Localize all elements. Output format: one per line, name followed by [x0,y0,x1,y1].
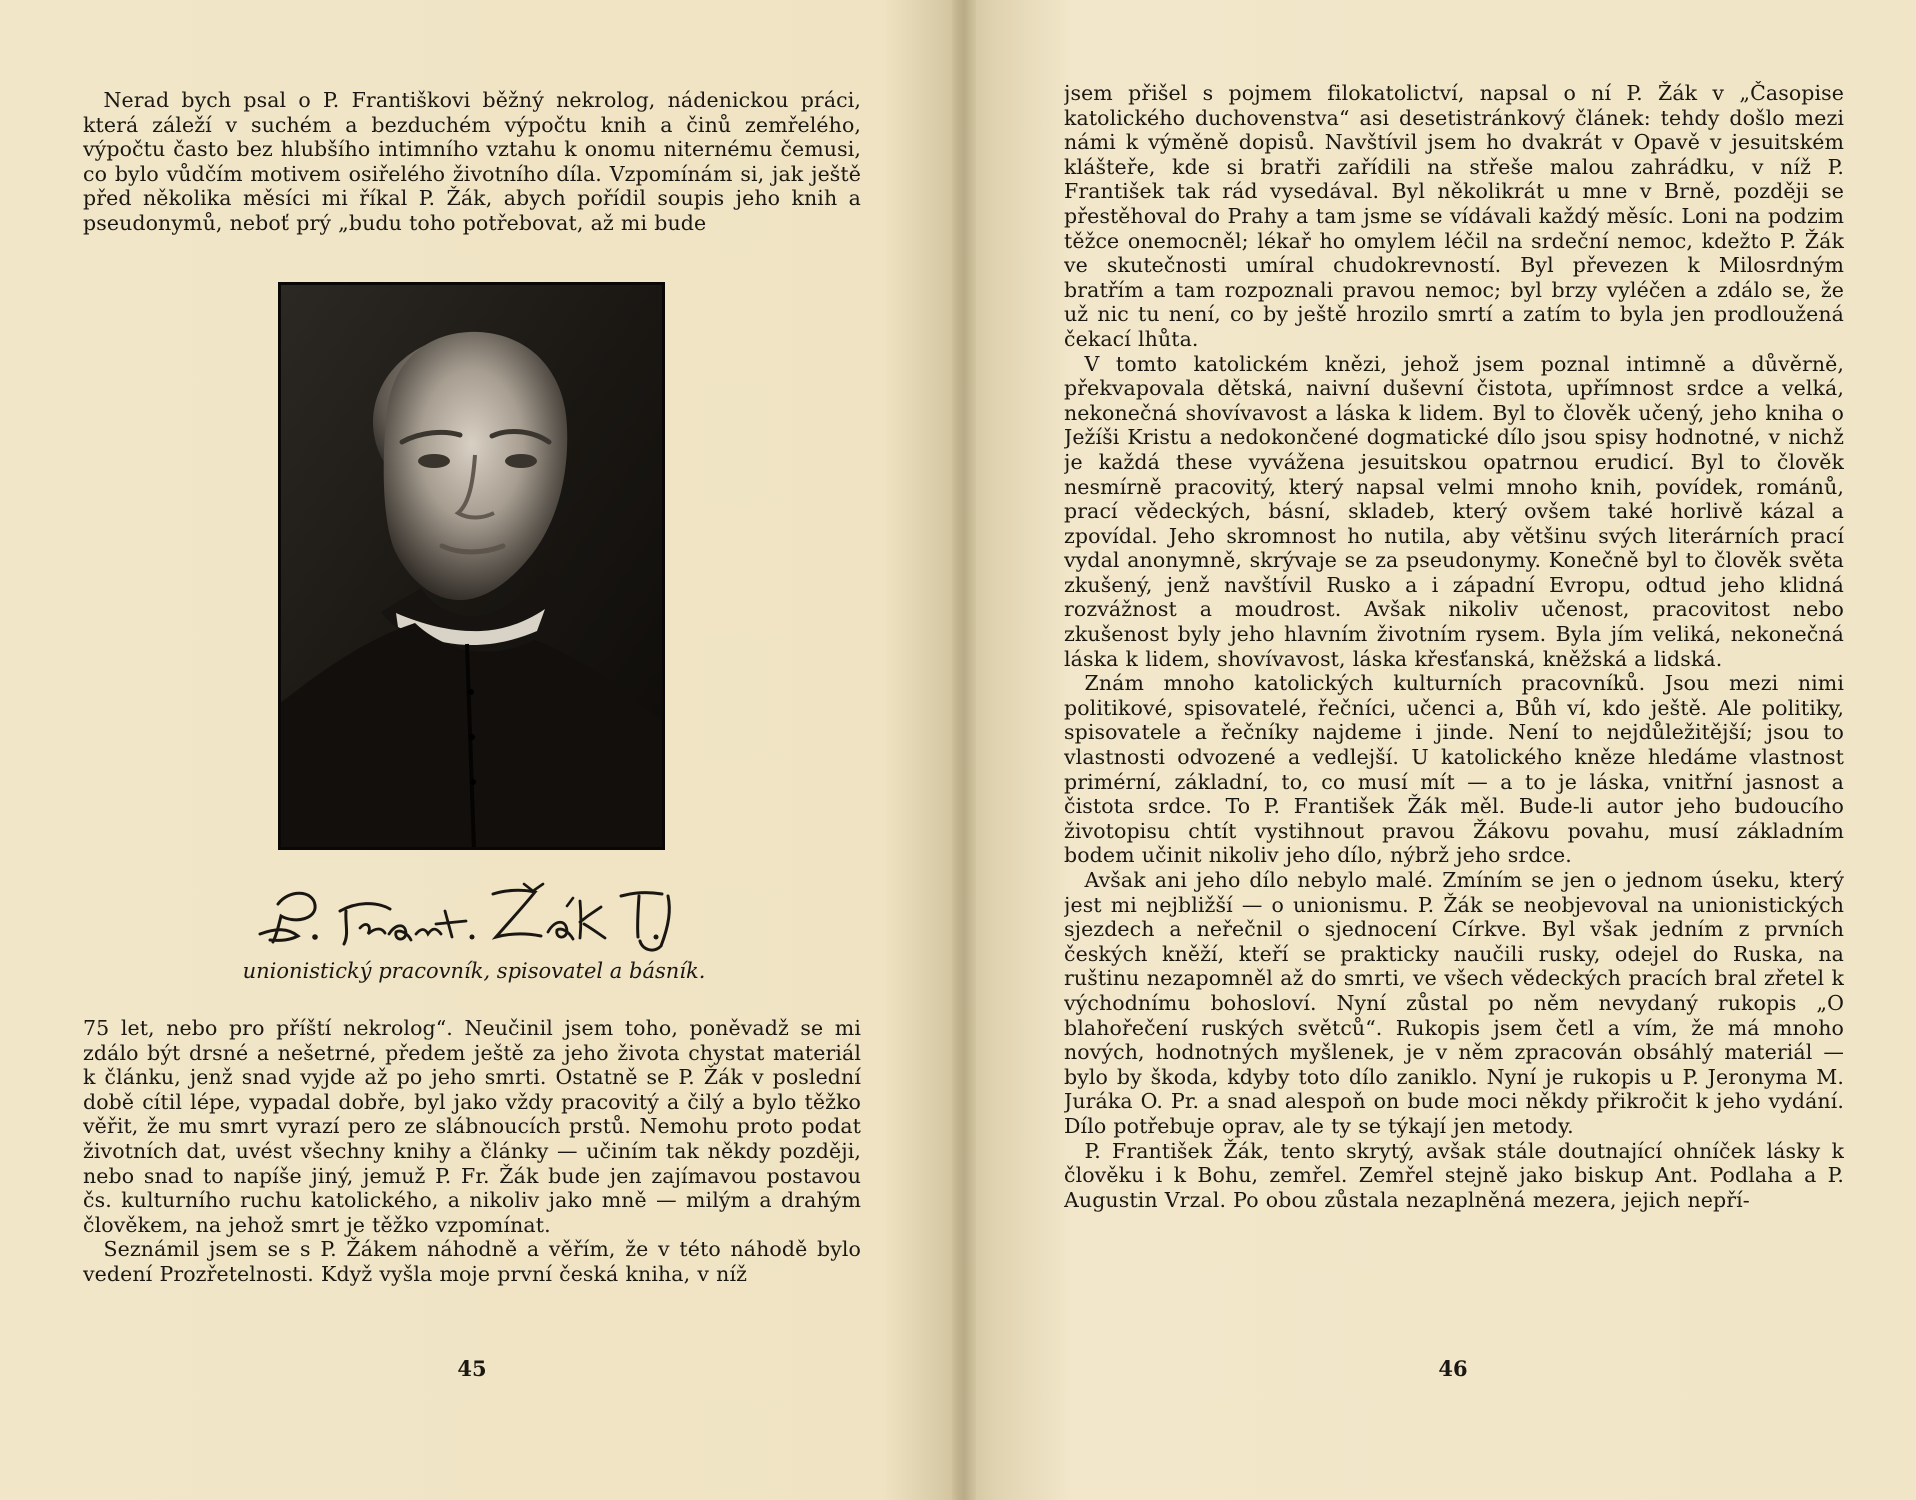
page-number: 45 [457,1356,487,1381]
right-page-paragraph-5: P. František Žák, tento skrytý, avšak stále doutnající ohníček lásky k člověku i k Bohu, zemřel. Zemřel stejně jako biskup Ant. Podlaha a P. Augustin Vrzal. Po obou zůstala nezaplněná mezera, jejich nepří- [1064,1138,1844,1212]
left-page-last-paragraph: Seznámil jsem se s P. Žákem náhodně a věřím, že v této náhodě bylo vedení Prozřetelnosti. Když vyšla moje první česká kniha, v níž [83,1237,861,1286]
photo-caption: unionistický pracovník, spisovatel a básník. [242,959,706,983]
left-page-top-text [83,88,861,246]
handwritten-signature [248,876,678,954]
right-page-paragraph-4: Avšak ani jeho dílo nebylo malé. Zmíním se jen o jednom úseku, který jest mi nejbližší — o unionismu. P. Žák se neobjevoval na unionistických sjezdech a neřečnil o sjednocení Církve. Byl však jedním z prvních českých kněží, kteří se prakticky naučili rusky, odejel do Ruska, na ruštinu nezapomněl až do smrti, ve všech vědeckých pracích bral zřetel k východnímu bohosloví. Nyní zůstal po něm nevydaný rukopis „O blahořečení ruských světců“. Rukopis jsem četl a vím, že má mnoho nových, hodnotných myšlenek, je v něm zpracován obsáhlý materiál — bylo by škoda, kdyby toto dílo zaniklo. Nyní je rukopis u P. Jeronyma M. Juráka O. Pr. a snad alespoň on bude moci někdy přikročit k jeho vydání. Dílo potřebuje oprav, ale ty se týkají jen metody. [1064,868,1844,1138]
continued-paragraph: 75 let, nebo pro příští nekrolog“. Neučinil jsem toho, poněvadž se mi zdálo být drsné a nešetrné, předem ještě za jeho života chystat materiál k článku, jenž snad vyjde až po jeho smrti. Ostatně se P. Žák v poslední době cítil lépe, vypadal dobře, byl jako vždy pracovitý a čilý a bylo těžko věřit, že mu smrt vyrazí pero ze slábnoucích prstů. Nemohu proto podat životních dat, uvést všechny knihy a články — učiním tak někdy později, nebo snad to napíše jiný, jemuž P. Fr. Žák bude jen zajímavou postavou čs. kulturního ruchu katolického, a nikoliv jako mně — milým a drahým člověkem, na jehož smrt je těžko vzpomínat. [83,1016,861,1237]
left-page-opening-paragraph: Nerad bych psal o P. Františkovi běžný nekrolog, nádenickou práci, která záleží v suchém a bezduchém výpočtu knih a činů zemřelého, výpočtu často bez hlubšího intimního vztahu k onomu niternému čemusi, co bylo vůdčím motivem osiřelého životního díla. Vzpomínám si, jak ještě před několika měsíci mi říkal P. Žák, abych pořídil soupis jeho knih a pseudonymů, neboť prý „budu toho potřebovat, až mi bude [83,88,861,235]
portrait-photo [278,282,665,850]
page-number: 46 [1438,1356,1468,1381]
right-page-paragraph-2: V tomto katolickém knězi, jehož jsem poznal intimně a důvěrně, překvapovala dětská, naivní duševní čistota, upřímnost srdce a velká, nekonečná shovívavost a láska k lidem. Byl to člověk učený, jeho kniha o Ježíši Kristu a nedokončené dogmatické dílo jsou spisy hodnotné, v nichž je každá these vyvážena jesuitskou opatrnou erudicí. Byl to člověk nesmírně pracovitý, který napsal velmi mnoho knih, povídek, románů, prací vědeckých, básní, skladeb, který ovšem také horlivě kázal a zpovídal. Jeho skromnost ho nutila, aby většinu svých literárních prací vydal anonymně, skrývaje se za pseudonymy. Konečně byl to člověk světa zkušený, jenž navštívil Rusko a i západní Evropu, odtud jeho klidná rozvážnost a moudrost. Avšak nikoliv učenost, pracovitost nebo zkušenost byly jeho hlavním životním rysem. Byla jím veliká, nekonečná láska k lidem, shovívavost, láska křesťanská, kněžská a lidská. [1064,351,1844,671]
right-page-paragraph-1: jsem přišel s pojmem filokatolictví, napsal o ní P. Žák v „Časopise katolického duchovenstva“ asi desetistránkový článek: tehdy došlo mezi námi k výměně dopisů. Navštívil jsem ho dvakrát v Opavě v jesuitském klášteře, kde si bratři zařídili na střeše malou zahrádku, v níž P. František tak rád vysedával. Byl několikrát u mne v Brně, později se přestěhoval do Prahy a tam jsme se vídávali každý měsíc. Loni na podzim těžce onemocněl; lékař ho omylem léčil na srdeční nemoc, kdežto P. Žák ve skutečnosti umíral chudokrevností. Byl převezen k Milosrdným bratřím a tam rozpoznali pravou nemoc; byl brzy vyléčen a zdálo se, že už nic tu není, co by ještě hrozilo smrtí a zatím to byla jen prodloužená čekací lhůta. [1064,81,1844,351]
right-page-paragraph-3: Znám mnoho katolických kulturních pracovníků. Jsou mezi nimi politikové, spisovatelé, řečníci, učenci a, Bůh ví, kdo ještě. Ale politiky, spisovatele a řečníky najdeme i jinde. Není to nejdůležitější; jsou to vlastnosti odvozené a vedlejší. U katolického kněze hledáme vlastnost primérní, základní, to, co musí mít — a to je láska, vnitřní jasnost a čistota srdce. To P. František Žák měl. Bude-li autor jeho budoucího životopisu chtít vystihnout pravou Žákovu povahu, musí základním bodem učinit nikoliv jeho dílo, nýbrž jeho srdce. [1064,671,1844,868]
right-page-text [1064,81,1844,1333]
signature-image [248,876,678,954]
portrait-image [278,282,665,850]
left-page-bottom-text [83,1016,861,1332]
right-page [958,0,1916,1500]
